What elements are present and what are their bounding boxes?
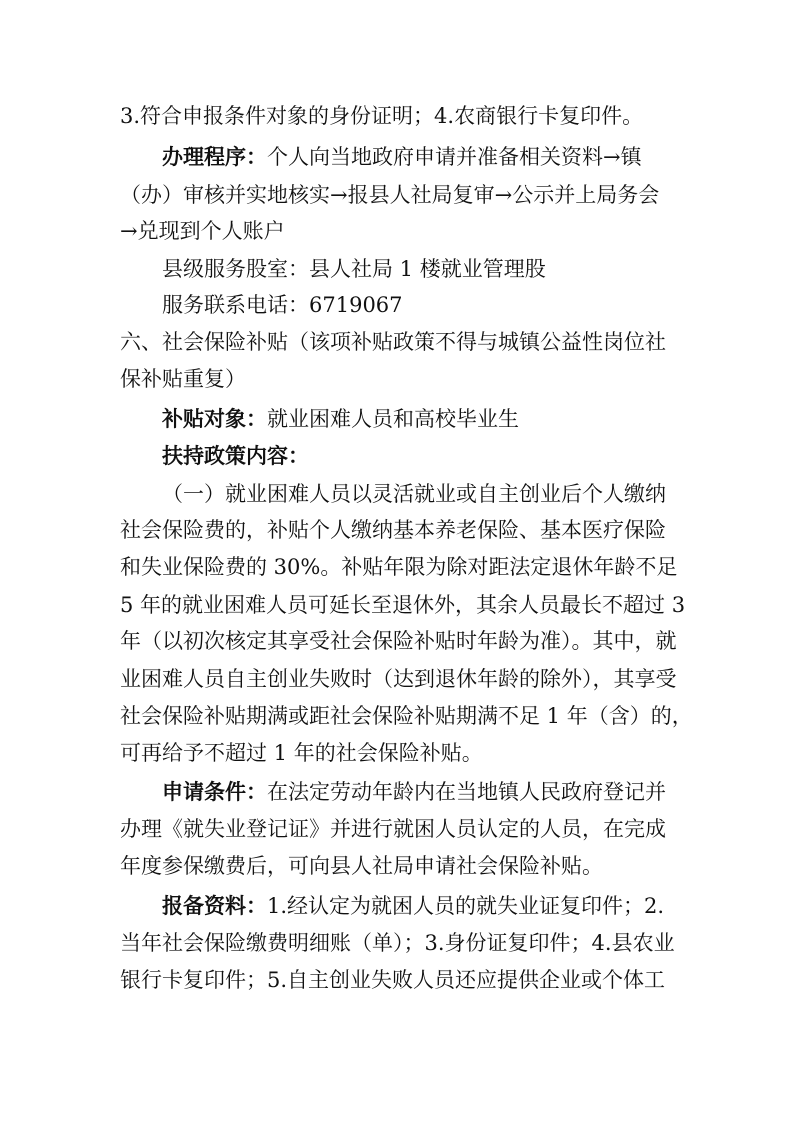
line-text: 5 年的就业困难人员可延长至退休外，其余人员最长不超过 3 [120, 593, 686, 617]
line-text: 县级服务股室：县人社局 1 楼就业管理股 [162, 257, 546, 281]
text-line [0, 175, 793, 215]
line-text: →兑现到个人账户 [120, 219, 285, 243]
text-line [0, 809, 793, 849]
line-text: 银行卡复印件；5.自主创业失败人员还应提供企业或个体工 [120, 968, 666, 992]
line-text: 1.经认定为就困人员的就失业证复印件；2. [267, 894, 665, 918]
line-label: 报备资料： [162, 894, 267, 918]
text-line [0, 211, 793, 251]
text-line [0, 249, 793, 289]
line-text: 就业困难人员和高校毕业生 [267, 407, 519, 431]
text-line [0, 137, 793, 177]
text-line [0, 510, 793, 550]
text-line [0, 696, 793, 736]
line-text: （一）就业困难人员以灵活就业或自主创业后个人缴纳 [162, 482, 666, 506]
line-text: 可再给予不超过 1 年的社会保险补贴。 [120, 741, 483, 765]
line-label: 扶持政策内容： [162, 444, 309, 468]
line-text: 服务联系电话：6719067 [162, 293, 403, 317]
line-text: （办）审核并实地核实→报县人社局复审→公示并上局务会 [120, 183, 660, 207]
text-line [0, 846, 793, 886]
text-line [0, 359, 793, 399]
text-line [0, 923, 793, 963]
text-line [0, 621, 793, 661]
line-text: 年度参保缴费后，可向县人社局申请社会保险补贴。 [120, 854, 603, 878]
text-line [0, 960, 793, 1000]
line-label: 补贴对象： [162, 407, 267, 431]
line-text: 办理《就失业登记证》并进行就困人员认定的人员，在完成 [120, 817, 666, 841]
line-text: 社会保险费的，补贴个人缴纳基本养老保险、基本医疗保险 [120, 518, 666, 542]
line-label: 申请条件： [162, 780, 267, 804]
section-heading [0, 322, 793, 362]
line-label: 办理程序： [162, 145, 267, 169]
text-line [0, 474, 793, 514]
line-text: 和失业保险费的 30%。补贴年限为除对距法定退休年龄不足 [120, 555, 678, 579]
text-line [0, 436, 793, 476]
text-line [0, 772, 793, 812]
text-line [0, 659, 793, 699]
line-text: 业困难人员自主创业失败时（达到退休年龄的除外），其享受 [120, 667, 677, 691]
line-text: 当年社会保险缴费明细账（单）；3.身份证复印件；4.县农业 [120, 931, 675, 955]
line-text: 六、社会保险补贴（该项补贴政策不得与城镇公益性岗位社 [120, 330, 666, 354]
text-line [0, 886, 793, 926]
line-text: 年（以初次核定其享受社会保险补贴时年龄为准）。其中，就 [120, 629, 677, 653]
text-line [0, 96, 793, 136]
line-text: 社会保险补贴期满或距社会保险补贴期满不足 1 年（含）的， [120, 704, 693, 728]
text-line [0, 399, 793, 439]
line-text: 保补贴重复） [120, 367, 246, 391]
line-text: 个人向当地政府申请并准备相关资料→镇 [267, 145, 642, 169]
text-line [0, 733, 793, 773]
line-text: 在法定劳动年龄内在当地镇人民政府登记并 [267, 780, 666, 804]
text-line [0, 547, 793, 587]
text-line [0, 585, 793, 625]
text-line [0, 285, 793, 325]
line-text: 3.符合申报条件对象的身份证明；4.农商银行卡复印件。 [120, 104, 644, 128]
